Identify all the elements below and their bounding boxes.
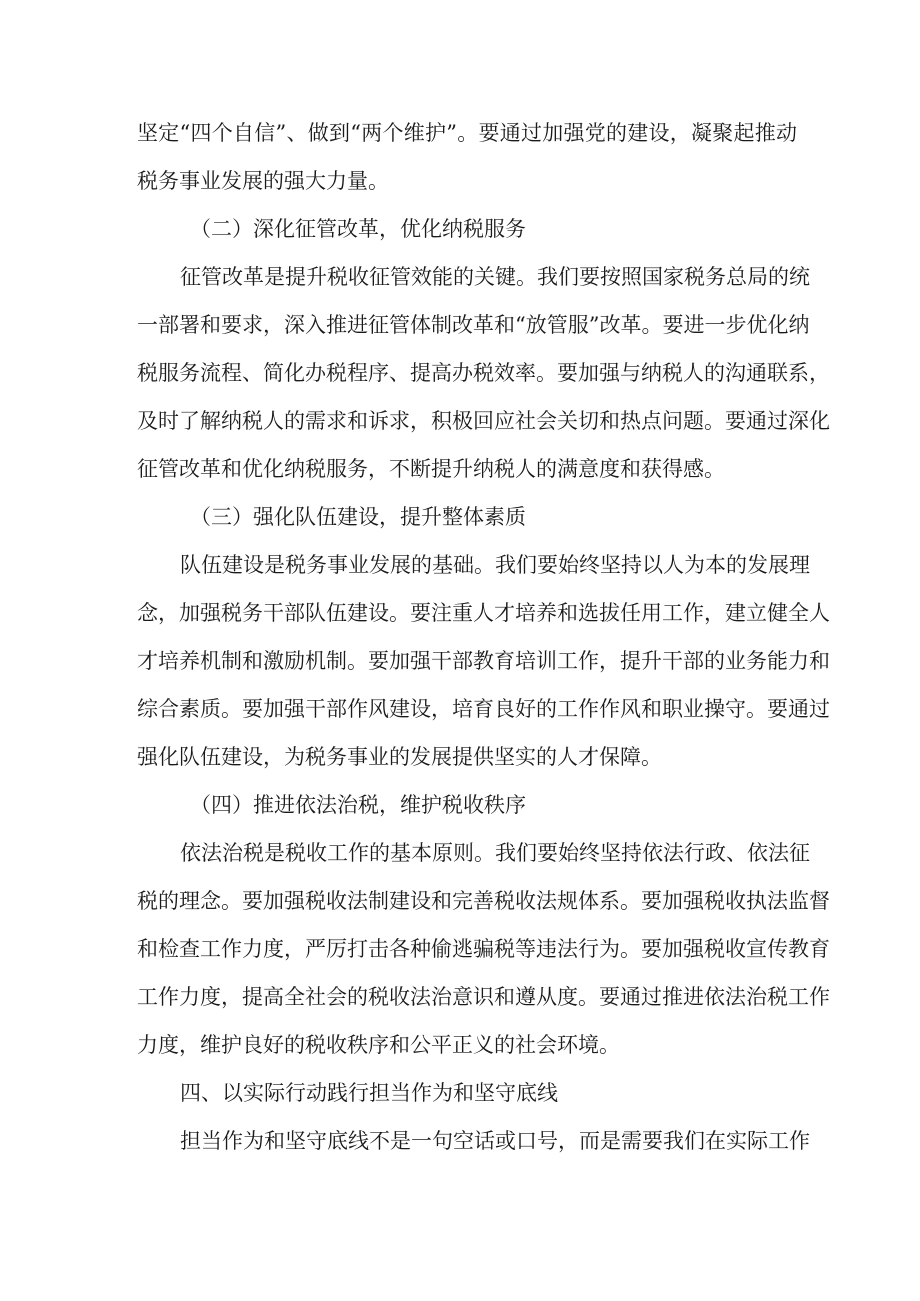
paragraph-line: 征管改革是提升税收征管效能的关键。我们要按照国家税务总局的统 xyxy=(180,265,810,289)
section-subheading: （三）强化队伍建设，提升整体素质 xyxy=(190,505,526,529)
section-subheading: （四）推进依法治税，维护税收秩序 xyxy=(190,793,526,817)
paragraph-line: 税务事业发展的强大力量。 xyxy=(137,169,389,193)
paragraph-line: 坚定“四个自信”、做到“两个维护”。要通过加强党的建设，凝聚起推动 xyxy=(137,121,797,145)
paragraph-line: 队伍建设是税务事业发展的基础。我们要始终坚持以人为本的发展理 xyxy=(180,553,810,577)
paragraph-line: 力度，维护良好的税收秩序和公平正义的社会环境。 xyxy=(137,1033,620,1057)
paragraph-line: 念，加强税务干部队伍建设。要注重人才培养和选拔任用工作，建立健全人 xyxy=(137,601,830,625)
paragraph-line: 一部署和要求，深入推进征管体制改革和“放管服”改革。要进一步优化纳 xyxy=(137,313,810,337)
paragraph-line: 工作力度，提高全社会的税收法治意识和遵从度。要通过推进依法治税工作 xyxy=(137,985,830,1009)
paragraph-line: 依法治税是税收工作的基本原则。我们要始终坚持依法行政、依法征 xyxy=(180,841,810,865)
paragraph-line: 担当作为和坚守底线不是一句空话或口号，而是需要我们在实际工作 xyxy=(180,1129,810,1153)
paragraph-line: 及时了解纳税人的需求和诉求，积极回应社会关切和热点问题。要通过深化 xyxy=(137,409,830,433)
paragraph-line: 强化队伍建设，为税务事业的发展提供坚实的人才保障。 xyxy=(137,745,662,769)
paragraph-line: 综合素质。要加强干部作风建设，培育良好的工作作风和职业操守。要通过 xyxy=(137,697,830,721)
paragraph-line: 和检查工作力度，严厉打击各种偷逃骗税等违法行为。要加强税收宣传教育 xyxy=(137,937,830,961)
section-heading: 四、以实际行动践行担当作为和坚守底线 xyxy=(180,1081,558,1105)
paragraph-line: 税服务流程、简化办税程序、提高办税效率。要加强与纳税人的沟通联系， xyxy=(137,361,830,385)
paragraph-line: 才培养机制和激励机制。要加强干部教育培训工作，提升干部的业务能力和 xyxy=(137,649,830,673)
section-subheading: （二）深化征管改革，优化纳税服务 xyxy=(190,217,526,241)
paragraph-line: 税的理念。要加强税收法制建设和完善税收法规体系。要加强税收执法监督 xyxy=(137,889,830,913)
paragraph-line: 征管改革和优化纳税服务，不断提升纳税人的满意度和获得感。 xyxy=(137,457,725,481)
